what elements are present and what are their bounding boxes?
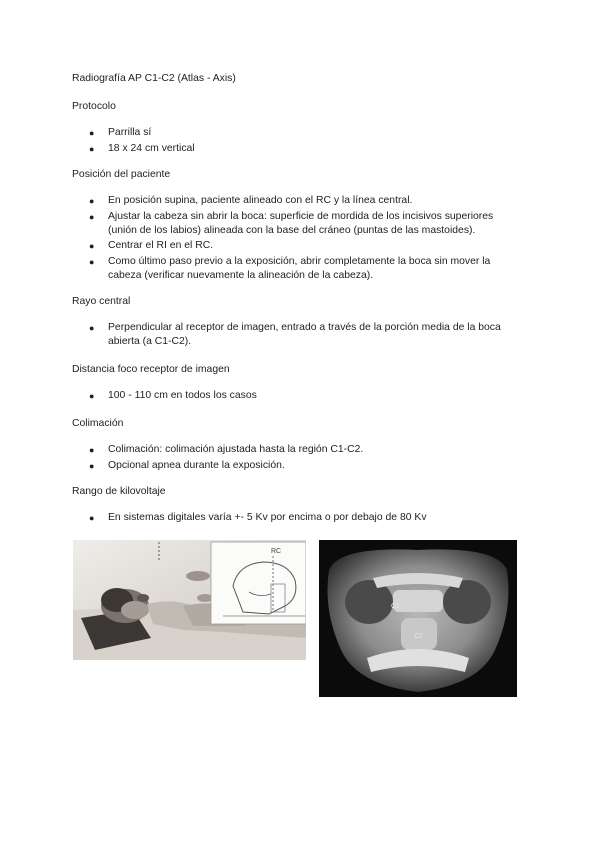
- list-item: ● En sistemas digitales varía +- 5 Kv por encima o por debajo de 80 Kv: [89, 512, 427, 523]
- heading-distancia-foco: Distancia foco receptor de imagen: [72, 364, 230, 375]
- bullet-icon: ●: [89, 460, 95, 471]
- bullet-icon: ●: [89, 513, 95, 523]
- bullet-icon: ●: [89, 128, 95, 138]
- bullet-icon: ●: [89, 391, 95, 401]
- list-item: ● Centrar el RI en el RC.: [89, 240, 214, 251]
- patient-positioning-illustration: [73, 540, 306, 660]
- list-item: ● 100 - 110 cm en todos los casos: [89, 390, 257, 401]
- list-item: ● Colimación: colimación ajustada hasta la región C1-C2.: [89, 444, 364, 455]
- list-distancia-foco: [72, 389, 512, 405]
- radiograph-illustration: [319, 540, 517, 697]
- bullet-icon: ●: [89, 241, 95, 251]
- heading-protocolo: Protocolo: [72, 101, 116, 112]
- bullet-icon: ●: [89, 143, 95, 154]
- radiograph-image: [319, 540, 517, 697]
- bullet-icon: ●: [89, 211, 95, 222]
- list-posicion-paciente: [72, 194, 512, 284]
- heading-colimacion: Colimación: [72, 418, 124, 429]
- bullet-icon: ●: [89, 445, 95, 455]
- list-item: ● 18 x 24 cm vertical: [89, 142, 195, 154]
- list-item: ● Ajustar la cabeza sin abrir la boca: superficie de mordida de los incisivos superiores (unión de los labios) alineada con la base del cráneo (puntas de las mastoides).: [89, 210, 494, 236]
- c2-label: C2: [414, 633, 423, 640]
- list-item: ● Opcional apnea durante la exposición.: [89, 459, 285, 471]
- bullet-icon: ●: [89, 323, 95, 333]
- list-item: ● Perpendicular al receptor de imagen, entrado a través de la porción media de la boca abierta (a C1-C2).: [89, 322, 501, 347]
- document-title: Radiografía AP C1-C2 (Atlas - Axis): [72, 73, 236, 84]
- c1-label: C1: [391, 603, 400, 610]
- bullet-icon: ●: [89, 256, 95, 267]
- list-item: ● Como último paso previo a la exposición, abrir completamente la boca sin mover la cabeza (verificar nuevamente la alineación de la cabeza).: [89, 255, 491, 281]
- list-rango-kilovoltaje: [72, 511, 512, 527]
- list-colimacion: [72, 443, 512, 474]
- patient-positioning-image: [73, 540, 306, 660]
- heading-rango-kilovoltaje: Rango de kilovoltaje: [72, 486, 166, 497]
- list-rayo-central: [72, 321, 512, 351]
- list-item: ● Parrilla sí: [89, 127, 152, 138]
- heading-posicion-paciente: Posición del paciente: [72, 169, 171, 180]
- rc-label: RC: [271, 548, 282, 555]
- list-protocolo: [72, 126, 512, 157]
- bullet-icon: ●: [89, 196, 95, 206]
- heading-rayo-central: Rayo central: [72, 296, 131, 307]
- list-item: ● En posición supina, paciente alineado con el RC y la línea central.: [89, 195, 413, 206]
